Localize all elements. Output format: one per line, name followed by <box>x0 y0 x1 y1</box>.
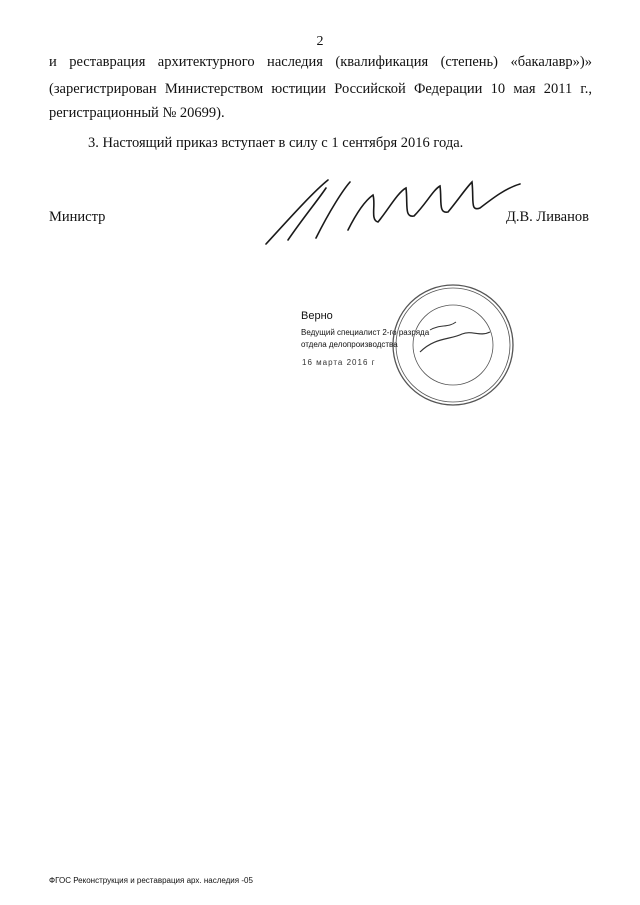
certification-date: 16 марта 2016 г <box>302 358 376 367</box>
verified-label: Верно <box>301 310 333 322</box>
position-line-2: отдела делопроизводства <box>301 340 398 349</box>
footer-note: ФГОС Реконструкция и реставрация арх. наследия -05 <box>49 876 253 885</box>
order-item-3: 3. Настоящий приказ вступает в силу с 1 сентября 2016 года. <box>88 135 464 151</box>
official-seal <box>390 282 516 408</box>
minister-name: Д.В. Ливанов <box>506 209 589 225</box>
body-line-1: и реставрация архитектурного наследия (квалификация (степень) «бакалавр»)» <box>49 54 592 70</box>
minister-signature <box>258 170 528 250</box>
body-line-2: (зарегистрирован Министерством юстиции Российской Федерации 10 мая 2011 г., <box>49 81 592 97</box>
position-line-1: Ведущий специалист 2-го разряда <box>301 328 430 337</box>
page-number: 2 <box>316 34 324 49</box>
minister-title: Министр <box>49 209 106 225</box>
body-line-3: регистрационный № 20699). <box>49 105 225 121</box>
